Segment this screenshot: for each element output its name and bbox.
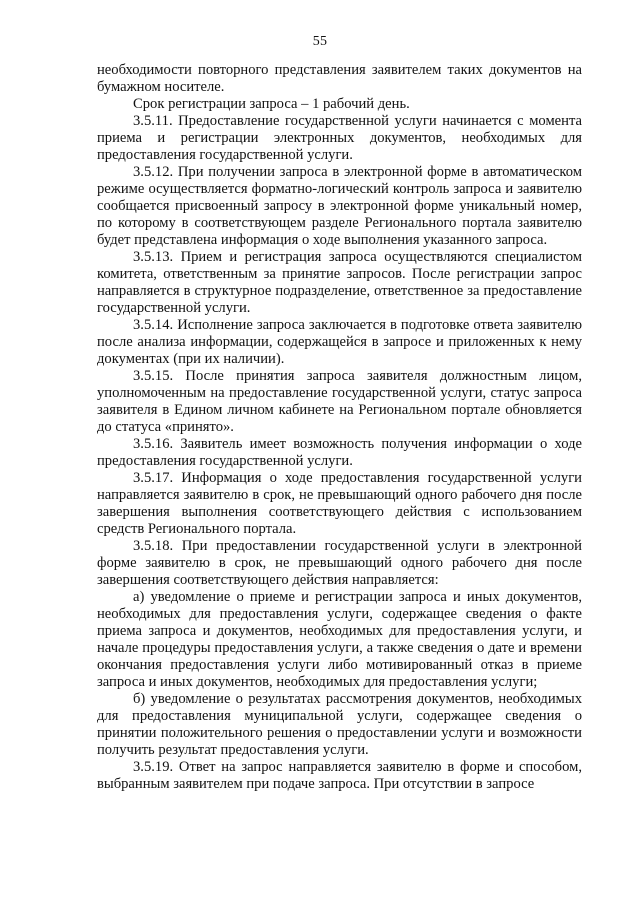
page-number: 55 [312,34,328,49]
paragraph-3-5-13: 3.5.13. Прием и регистрация запроса осуществляются специалистом комитета, ответственным за принятие запросов. После регистрации запрос направляется в структурное подразделение, ответственное за предоставление государственной услуги. [97,249,582,316]
list-item-b: б) уведомление о результатах рассмотрения документов, необходимых для предоставления муниципальной услуги, содержащее сведения о принятии положительного решения о предоставлении услуги и возможности получить результат предоставления услуги. [97,691,582,758]
page-body [97,62,582,793]
paragraph-3-5-17: 3.5.17. Информация о ходе предоставления государственной услуги направляется заявителю в срок, не превышающий одного рабочего дня после завершения выполнения соответствующего действия с использованием средств Регионального портала. [97,470,582,537]
paragraph-registration-period: Срок регистрации запроса – 1 рабочий день. [133,96,410,112]
paragraph-3-5-19: 3.5.19. Ответ на запрос направляется заявителю в форме и способом, выбранным заявителем при подаче запроса. При отсутствии в запросе [97,759,582,792]
paragraph-3-5-15: 3.5.15. После принятия запроса заявителя должностным лицом, уполномоченным на предоставление государственной услуги, статус запроса заявителя в Едином личном кабинете на Региональном портале обновляется до статуса «принято». [97,368,582,435]
paragraph-3-5-18: 3.5.18. При предоставлении государственной услуги в электронной форме заявителю в срок, не превышающий одного рабочего дня после завершения соответствующего действия направляется: [97,538,582,588]
paragraph-continuation: необходимости повторного представления заявителем таких документов на бумажном носителе. [97,62,582,95]
list-item-a: а) уведомление о приеме и регистрации запроса и иных документов, необходимых для предоставления услуги, содержащее сведения о факте приема запроса и документов, необходимых для предоставления услуги, и начале процедуры предоставления услуги, а также сведения о дате и времени окончания предоставления услуги либо мотивированный отказ в приеме запроса и иных документов, необходимых для предоставления услуги; [97,589,582,690]
paragraph-3-5-11: 3.5.11. Предоставление государственной услуги начинается с момента приема и регистрации электронных документов, необходимых для предоставления государственной услуги. [97,113,582,163]
paragraph-3-5-16: 3.5.16. Заявитель имеет возможность получения информации о ходе предоставления государственной услуги. [97,436,582,469]
paragraph-3-5-14: 3.5.14. Исполнение запроса заключается в подготовке ответа заявителю после анализа информации, содержащейся в запросе и приложенных к нему документах (при их наличии). [97,317,582,367]
paragraph-3-5-12: 3.5.12. При получении запроса в электронной форме в автоматическом режиме осуществляется форматно-логический контроль запроса и заявителю сообщается присвоенный запросу в электронной форме уникальный номер, по которому в соответствующем разделе Регионального портала заявителю будет представлена информация о ходе выполнения указанного запроса. [97,164,582,248]
